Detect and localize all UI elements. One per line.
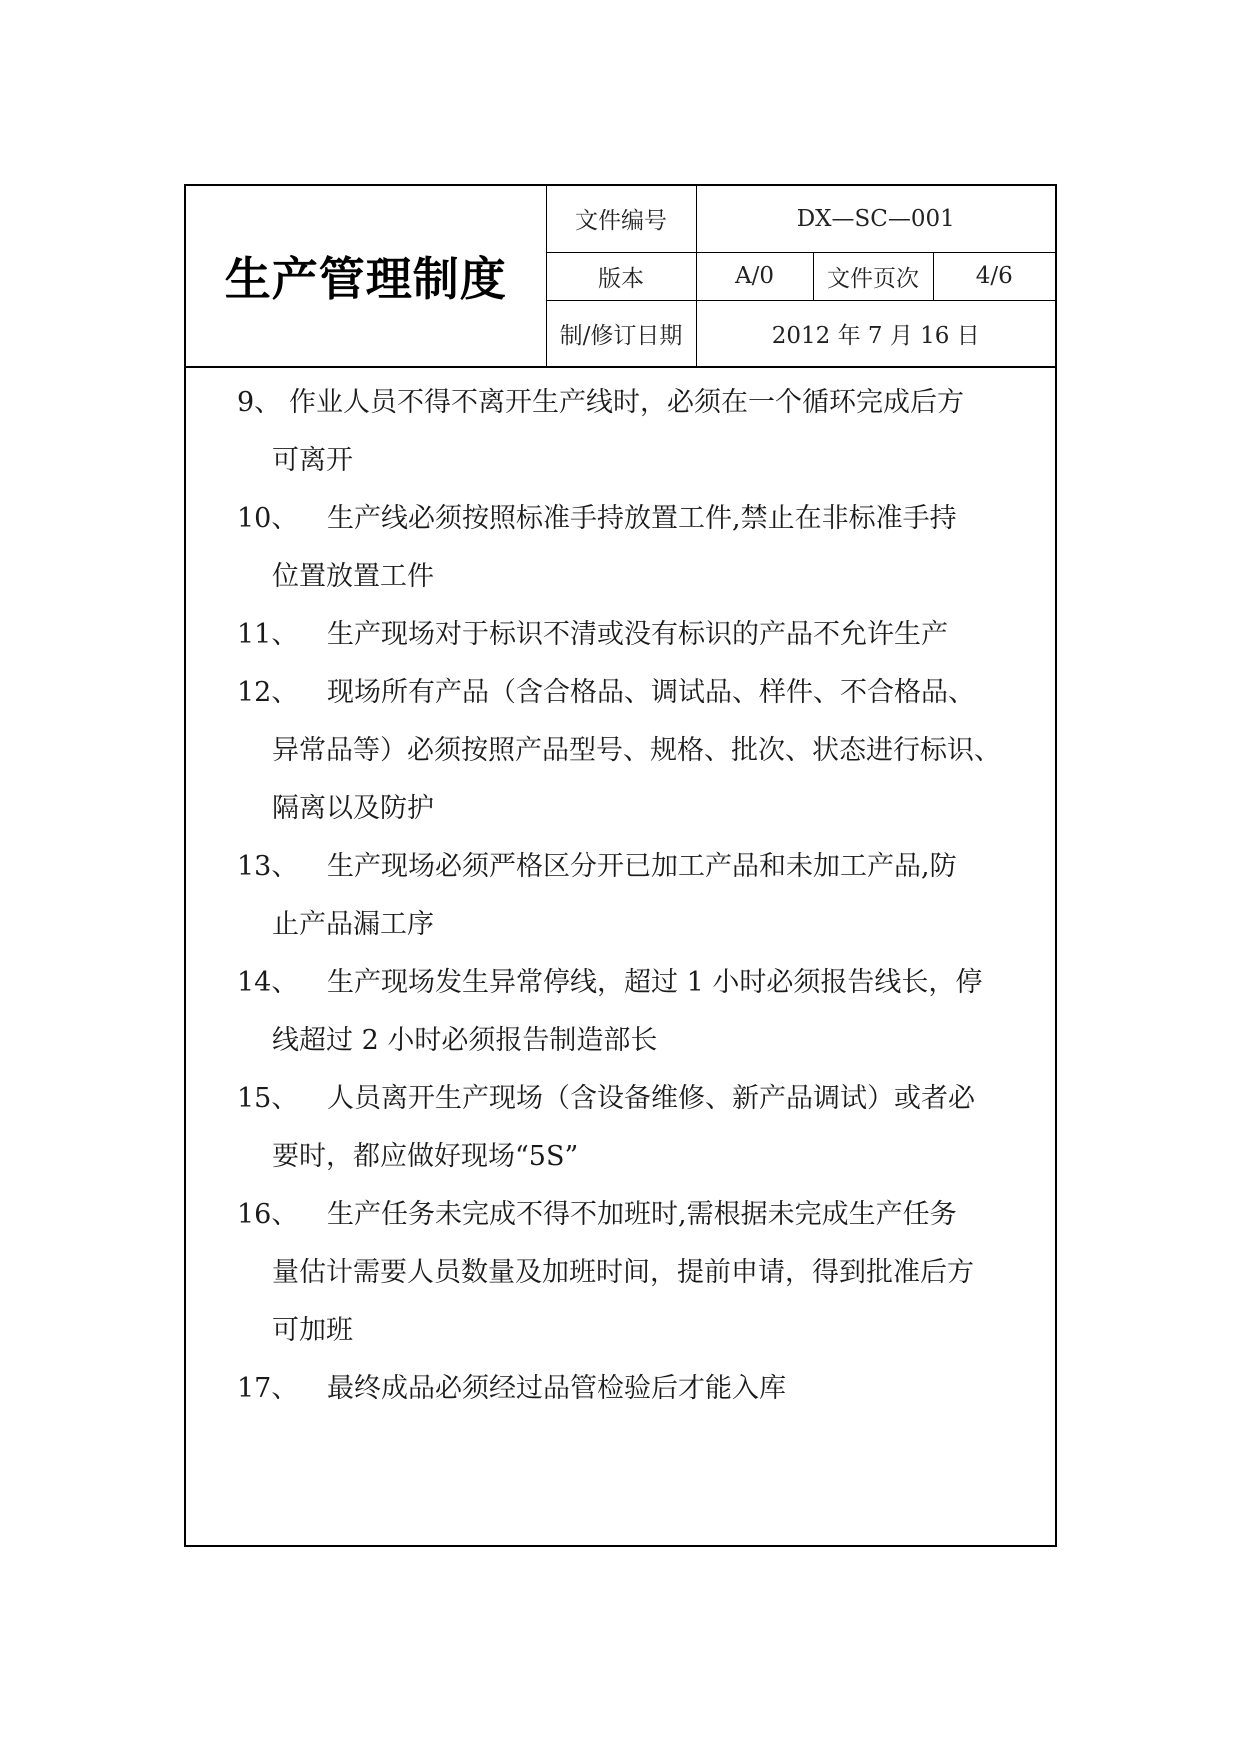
date-value: 2012 年 7 月 16 日 [696,300,1055,366]
item-number: 10、 [237,503,299,534]
date-label: 制/修订日期 [546,300,696,366]
document-title: 生产管理制度 [186,186,546,366]
version-value: A/0 [696,252,813,300]
item-number: 13、 [237,851,299,882]
item-text-line: 异常品等）必须按照产品型号、规格、批次、状态进行标识、 [272,735,1001,766]
item-text-line: 最终成品必须经过品管检验后才能入库 [327,1373,786,1404]
item-text-line: 量估计需要人员数量及加班时间，提前申请，得到批准后方 [272,1257,974,1288]
item-number: 14、 [237,967,299,998]
item-text-line: 现场所有产品（含合格品、调试品、样件、不合格品、 [327,677,975,708]
item-number: 11、 [237,619,299,650]
item-text-line: 生产现场发生异常停线，超过 1 小时必须报告线长，停 [327,967,983,998]
item-text-line: 位置放置工件 [272,561,434,592]
item-number: 17、 [237,1373,299,1404]
item-text-line: 作业人员不得不离开生产线时，必须在一个循环完成后方 [289,387,964,418]
page-label: 文件页次 [813,252,933,300]
item-text-line: 生产现场必须严格区分开已加工产品和未加工产品,防 [327,851,957,882]
item-number: 16、 [237,1199,299,1230]
item-text-line: 可加班 [272,1315,353,1346]
doc-no-value: DX—SC—001 [696,186,1055,252]
item-text-line: 要时，都应做好现场“5S” [272,1141,579,1172]
item-text-line: 止产品漏工序 [272,909,434,940]
document-frame [184,184,1057,1547]
item-text-line: 生产现场对于标识不清或没有标识的产品不允许生产 [327,619,948,650]
doc-no-label: 文件编号 [546,186,696,252]
item-text-line: 生产线必须按照标准手持放置工件,禁止在非标准手持 [327,503,957,534]
item-text-line: 可离开 [272,445,353,476]
item-text-line: 线超过 2 小时必须报告制造部长 [272,1025,658,1056]
document-header-table [186,186,1055,366]
item-text-line: 生产任务未完成不得不加班时,需根据未完成生产任务 [327,1199,957,1230]
item-number: 12、 [237,677,299,708]
page-value: 4/6 [933,252,1055,300]
item-number: 15、 [237,1083,299,1114]
item-text-line: 人员离开生产现场（含设备维修、新产品调试）或者必 [327,1083,975,1114]
item-text-line: 隔离以及防护 [272,793,434,824]
item-number: 9、 [237,387,282,418]
header-divider [186,366,1055,368]
version-label: 版本 [546,252,696,300]
